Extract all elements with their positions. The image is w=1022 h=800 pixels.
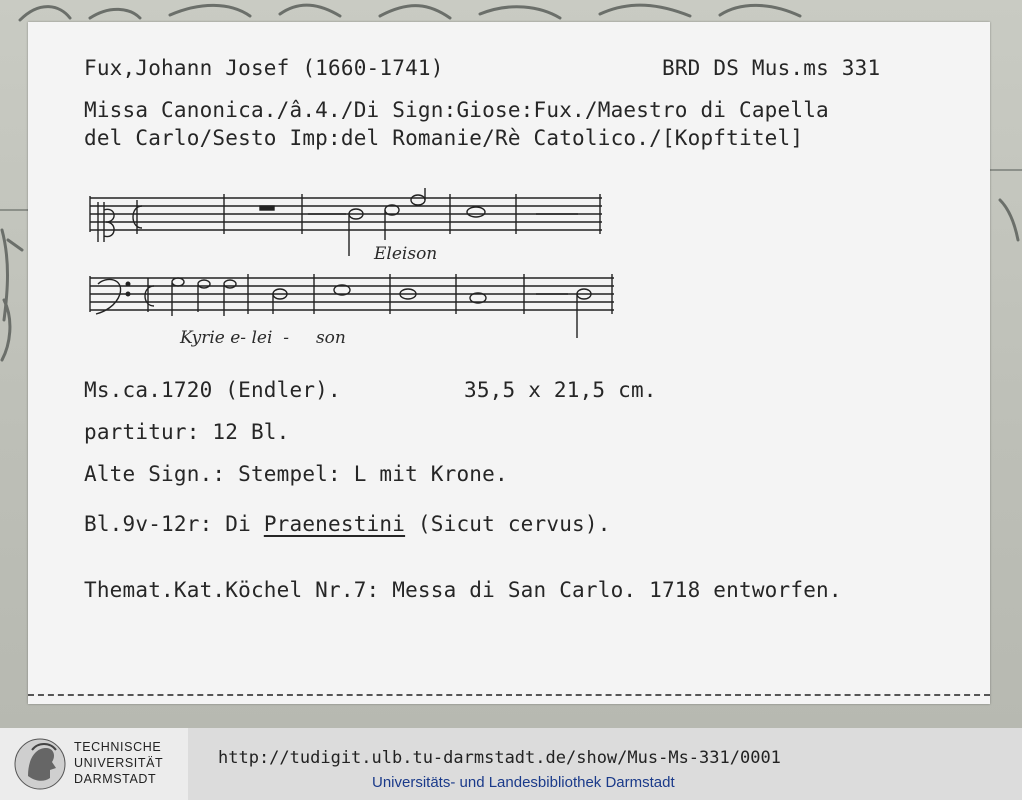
composer-heading: Fux,Johann Josef (1660-1741) bbox=[84, 56, 444, 80]
praenestini-underlined: Praenestini bbox=[263, 512, 406, 536]
thematic-catalog: Themat.Kat.Köchel Nr.7: Messa di San Carlo. 1718 entworfen. bbox=[84, 578, 842, 602]
card-bottom-edge bbox=[28, 694, 990, 696]
university-line-3: DARMSTADT bbox=[74, 772, 157, 786]
partitur-count: partitur: 12 Bl. bbox=[84, 420, 290, 444]
footer-bar bbox=[0, 728, 1022, 800]
dimensions: 35,5 x 21,5 cm. bbox=[464, 378, 657, 402]
old-signature: Alte Sign.: Stempel: L mit Krone. bbox=[84, 462, 508, 486]
permalink-url[interactable]: http://tudigit.ulb.tu-darmstadt.de/show/Mus-Ms-331/0001 bbox=[218, 748, 781, 768]
university-branding bbox=[0, 728, 188, 800]
lower-lyric: Kyrie e- lei - son bbox=[180, 328, 346, 348]
athena-head-icon bbox=[14, 736, 66, 792]
shelfmark: BRD DS Mus.ms 331 bbox=[662, 56, 881, 80]
title-line-2: del Carlo/Sesto Imp:del Romanie/Rè Catolico./[Kopftitel] bbox=[84, 126, 804, 150]
upper-lyric: Eleison bbox=[374, 244, 438, 264]
university-line-2: UNIVERSITÄT bbox=[74, 756, 164, 770]
music-staves bbox=[84, 188, 624, 368]
library-name[interactable]: Universitäts- und Landesbibliothek Darmstadt bbox=[372, 774, 675, 791]
university-line-1: TECHNISCHE bbox=[74, 740, 162, 754]
folio-prefix: Bl.9v-12r: Di bbox=[84, 512, 264, 536]
index-card bbox=[28, 22, 990, 704]
music-incipit bbox=[84, 188, 624, 372]
manuscript-date: Ms.ca.1720 (Endler). bbox=[84, 378, 341, 402]
folio-note bbox=[84, 512, 611, 536]
title-line-1: Missa Canonica./â.4./Di Sign:Giose:Fux./Maestro di Capella bbox=[84, 98, 829, 122]
folio-suffix: (Sicut cervus). bbox=[405, 512, 611, 536]
